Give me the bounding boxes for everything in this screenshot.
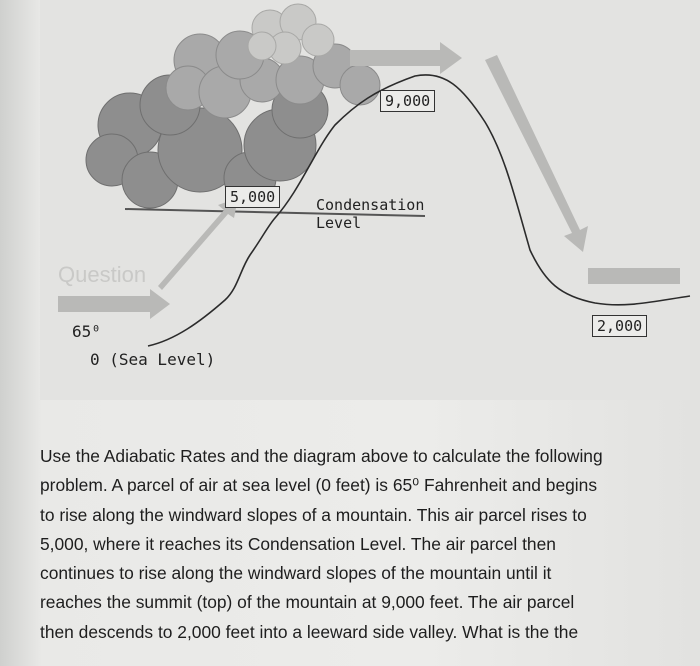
problem-text [40,442,690,647]
light-cloud-icon [248,4,334,64]
problem-text-line: continues to rise along the windward slopes of the mountain until it [40,563,552,584]
problem-text-line: then descends to 2,000 feet into a leeward side valley. What is the the [40,621,579,642]
valley-arrow-icon [588,268,680,284]
valley-altitude-label: 2,000 [592,315,647,337]
condensation-level-label-line1: Condensation [316,196,425,214]
condensation-level-label [316,196,424,232]
condensation-level-label-line2: Level [316,214,362,232]
problem-text-line: to rise along the windward slopes of a mountain. This air parcel rises to [40,504,587,525]
condensation-altitude-label: 5,000 [225,186,280,208]
inflow-arrow-icon [58,289,170,319]
problem-text-line: 5,000, where it reaches its Condensation Level. The air parcel then [40,533,556,554]
problem-text-line: Use the Adiabatic Rates and the diagram above to calculate the following [40,446,603,466]
faint-text: Question [58,262,147,287]
sea-level-label: 0 (Sea Level) [90,350,216,369]
start-temperature-label: 65⁰ [72,322,101,341]
summit-altitude-label: 9,000 [380,90,435,112]
rising-arrow-icon [158,198,238,290]
problem-text-line: problem. A parcel of air at sea level (0 feet) is 65⁰ Fahrenheit and begins [40,475,598,496]
problem-text-line: reaches the summit (top) of the mountain at 9,000 feet. The air parcel [40,592,575,613]
